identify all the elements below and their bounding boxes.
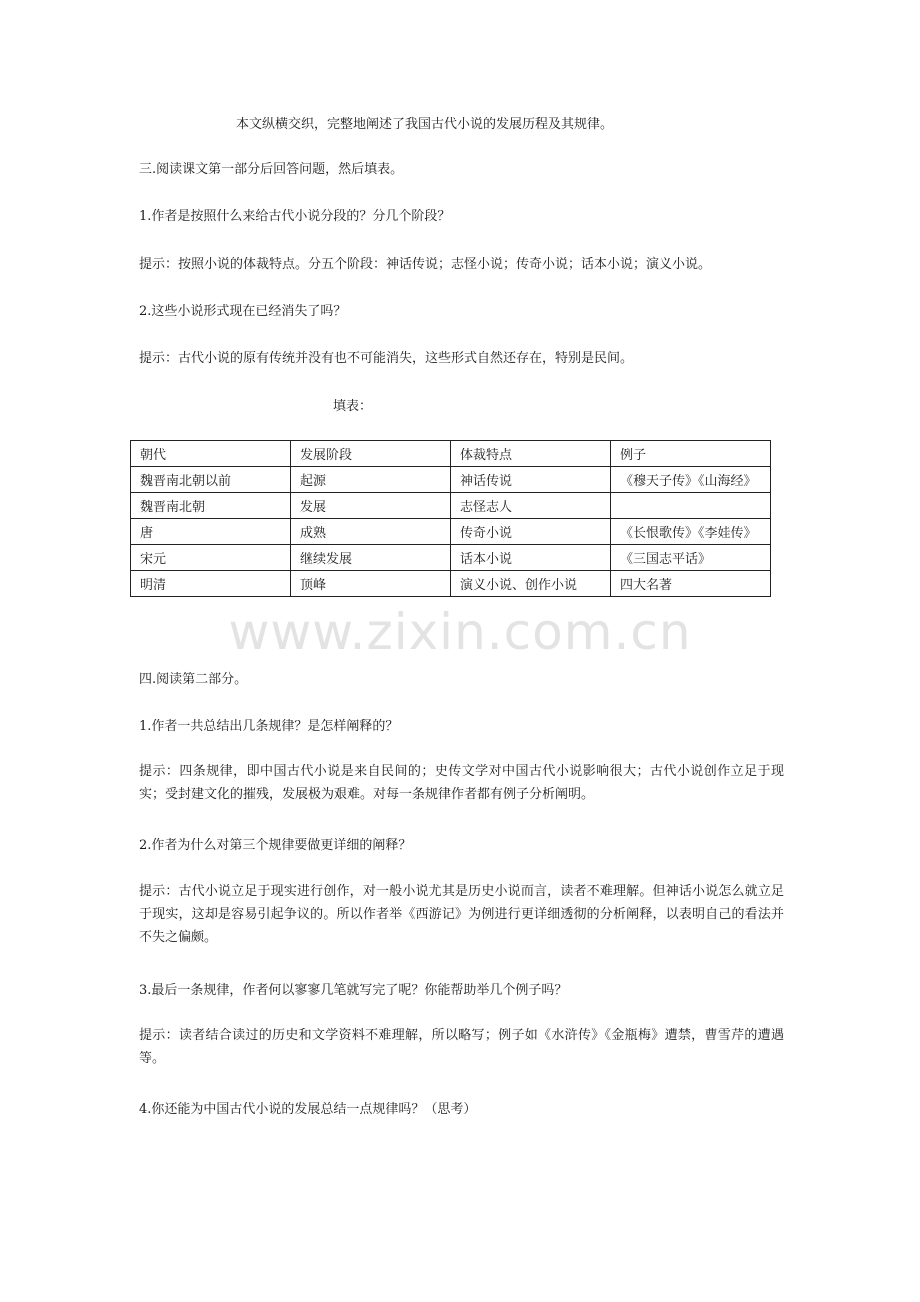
table-cell: 演义小说、创作小说 [451, 571, 611, 597]
table-cell: 话本小说 [451, 545, 611, 571]
table-cell [611, 493, 771, 519]
table-cell: 《长恨歌传》《李娃传》 [611, 519, 771, 545]
table-header-cell: 体裁特点 [451, 441, 611, 467]
novel-development-table [130, 440, 771, 597]
section-4-question-3: 3.最后一条规律，作者何以寥寥几笔就写完了呢？你能帮助举几个例子吗？ [139, 983, 568, 998]
section-4-question-4: 4.你还能为中国古代小说的发展总结一点规律吗？（思考） [139, 1102, 477, 1117]
section-4-question-1: 1.作者一共总结出几条规律？是怎样阐释的？ [139, 719, 399, 734]
section-4-question-2: 2.作者为什么对第三个规律要做更详细的阐释？ [139, 838, 412, 853]
table-row [131, 571, 771, 597]
section-4-heading: 四.阅读第二部分。 [139, 672, 248, 687]
table-cell: 唐 [131, 519, 291, 545]
table-cell: 《三国志平话》 [611, 545, 771, 571]
table-cell: 《穆天子传》《山海经》 [611, 467, 771, 493]
section-4-answer-2: 提示：古代小说立足于现实进行创作，对一般小说尤其是历史小说而言，读者不难理解。但神话小说怎么就立足于现实，这却是容易引起争议的。所以作者举《西游记》为例进行更详细透彻的分析阐释，以表明自己的看法并不失之偏颇。 [139, 884, 784, 945]
section-3-heading: 三.阅读课文第一部分后回答问题，然后填表。 [139, 162, 404, 177]
table-cell: 魏晋南北朝 [131, 493, 291, 519]
section-3-answer-2: 提示：古代小说的原有传统并没有也不可能消失，这些形式自然还存在，特别是民间。 [139, 351, 634, 366]
table-cell: 继续发展 [291, 545, 451, 571]
table-row [131, 467, 771, 493]
table-row [131, 545, 771, 571]
table-cell: 成熟 [291, 519, 451, 545]
table-row [131, 519, 771, 545]
section-4-answer-1: 提示：四条规律，即中国古代小说是来自民间的；史传文学对中国古代小说影响很大；古代小说创作立足于现实；受封建文化的摧残，发展极为艰难。对每一条规律作者都有例子分析阐明。 [139, 764, 784, 802]
table-caption: 填表： [333, 399, 373, 414]
table-header-row [131, 441, 771, 467]
table-cell: 魏晋南北朝以前 [131, 467, 291, 493]
table-cell: 四大名著 [611, 571, 771, 597]
table-header-cell: 例子 [611, 441, 771, 467]
table-cell: 宋元 [131, 545, 291, 571]
table-cell: 志怪志人 [451, 493, 611, 519]
section-3-question-1: 1.作者是按照什么来给古代小说分段的？分几个阶段？ [139, 209, 451, 224]
watermark: www.zixin.com.cn [228, 603, 692, 661]
table-cell: 顶峰 [291, 571, 451, 597]
table-cell: 神话传说 [451, 467, 611, 493]
table-cell: 发展 [291, 493, 451, 519]
intro-text: 本文纵横交织，完整地阐述了我国古代小说的发展历程及其规律。 [236, 117, 614, 132]
table-header-cell: 朝代 [131, 441, 291, 467]
table-cell: 传奇小说 [451, 519, 611, 545]
section-3-question-2: 2.这些小说形式现在已经消失了吗？ [139, 304, 347, 319]
table-row [131, 493, 771, 519]
section-3-answer-1: 提示：按照小说的体裁特点。分五个阶段：神话传说；志怪小说；传奇小说；话本小说；演义小说。 [139, 257, 712, 272]
table-cell: 起源 [291, 467, 451, 493]
table-cell: 明清 [131, 571, 291, 597]
section-4-answer-3: 提示：读者结合读过的历史和文学资料不难理解，所以略写；例子如《水浒传》《金瓶梅》遭禁，曹雪芹的遭遇等。 [139, 1028, 784, 1066]
table-header-cell: 发展阶段 [291, 441, 451, 467]
